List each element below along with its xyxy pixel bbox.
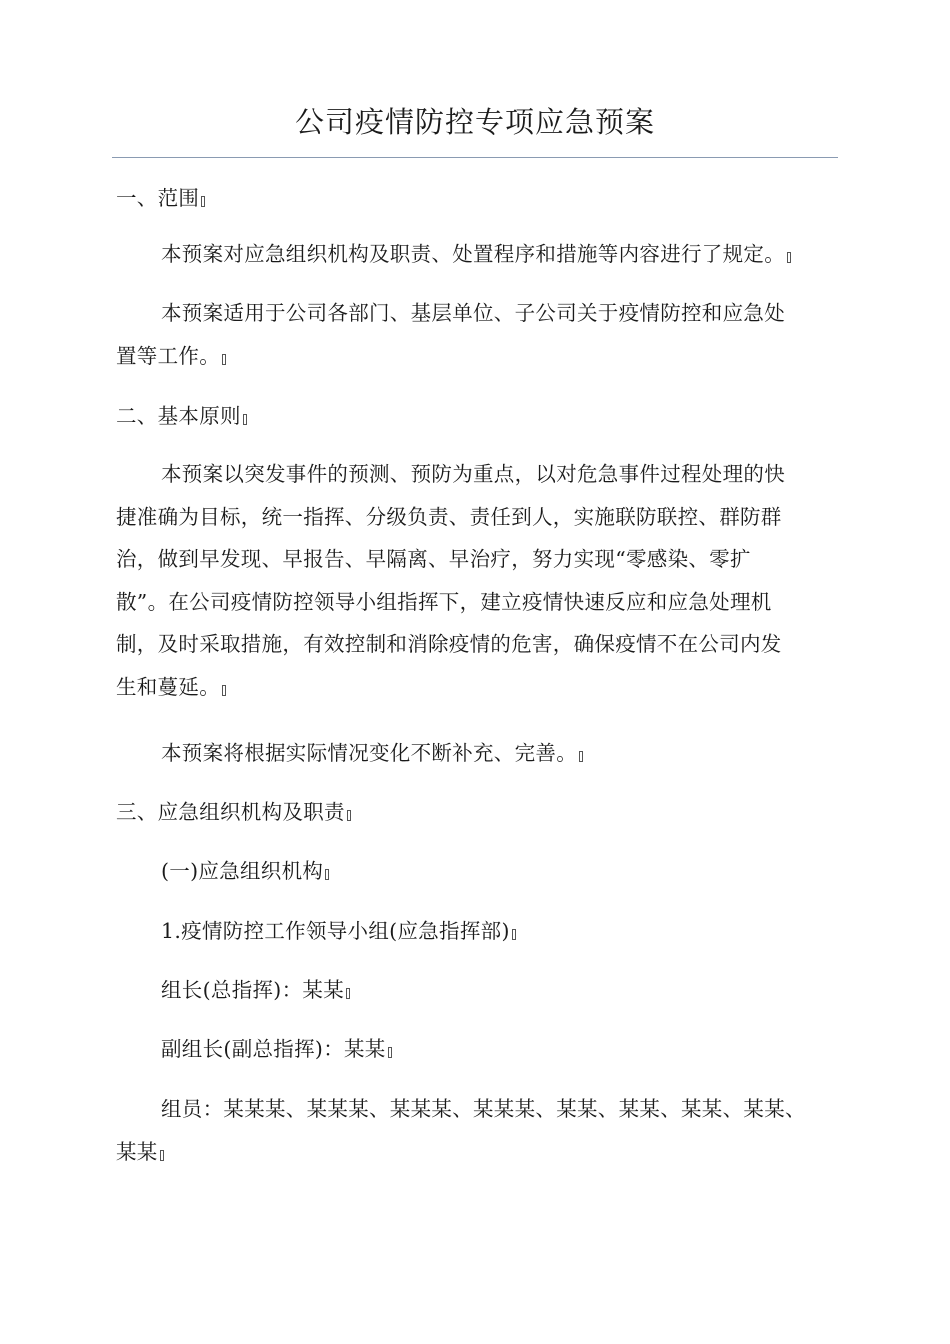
paragraph-mark-icon bbox=[388, 1047, 392, 1058]
list-heading bbox=[116, 910, 846, 953]
title-divider bbox=[112, 157, 838, 158]
paragraph-mark-icon bbox=[347, 810, 351, 821]
text-line: 副组长(副总指挥)：某某 bbox=[116, 1028, 846, 1071]
subsection-heading bbox=[116, 850, 846, 893]
paragraph-mark-icon bbox=[346, 988, 350, 999]
text-line: 捷准确为目标，统一指挥、分级负责、责任到人，实施联防联控、群防群 bbox=[116, 504, 782, 529]
text-line: 二、基本原则 bbox=[116, 395, 846, 438]
text-line: 组长(总指挥)：某某 bbox=[116, 969, 846, 1012]
text-line: 本预案以突发事件的预测、预防为重点，以对危急事件过程处理的快 bbox=[161, 462, 785, 486]
text-line: 一、范围 bbox=[116, 177, 846, 220]
document-title: 公司疫情防控专项应急预案 bbox=[294, 105, 655, 139]
section-heading-principles bbox=[116, 395, 846, 438]
paragraph-mark-icon bbox=[160, 1150, 164, 1161]
section-heading-organization bbox=[116, 791, 846, 834]
paragraph bbox=[116, 1088, 846, 1173]
paragraph bbox=[116, 732, 846, 775]
text-line: (一)应急组织机构 bbox=[116, 850, 846, 893]
paragraph bbox=[116, 292, 846, 377]
text-line: 本预案将根据实际情况变化不断补充、完善。 bbox=[116, 732, 846, 775]
text-line: 生和蔓延。 bbox=[116, 666, 846, 709]
paragraph-mark-icon bbox=[512, 929, 516, 940]
text-line: 治，做到早发现、早报告、早隔离、早治疗，努力实现“零感染、零扩 bbox=[116, 547, 751, 571]
paragraph-mark-icon bbox=[222, 685, 226, 696]
text-line: 三、应急组织机构及职责 bbox=[116, 791, 846, 834]
text-line: 散”。在公司疫情防控领导小组指挥下，建立疫情快速反应和应急处理机 bbox=[116, 589, 772, 614]
text-line: 本预案对应急组织机构及职责、处置程序和措施等内容进行了规定。 bbox=[116, 233, 846, 276]
text-line: 本预案适用于公司各部门、基层单位、子公司关于疫情防控和应急处 bbox=[161, 301, 785, 325]
paragraph bbox=[116, 1028, 846, 1071]
text-line: 组员：某某某、某某某、某某某、某某某、某某、某某、某某、某某、 bbox=[161, 1097, 806, 1121]
paragraph-mark-icon bbox=[243, 414, 247, 425]
text-line: 某某 bbox=[116, 1131, 846, 1174]
section-heading-scope bbox=[116, 177, 846, 220]
paragraph-mark-icon bbox=[325, 869, 329, 880]
paragraph bbox=[116, 969, 846, 1012]
paragraph-mark-icon bbox=[222, 354, 226, 365]
paragraph-mark-icon bbox=[579, 751, 583, 762]
paragraph-mark-icon bbox=[201, 196, 205, 207]
text-line: 1.疫情防控工作领导小组(应急指挥部) bbox=[116, 910, 846, 953]
paragraph bbox=[116, 233, 846, 276]
paragraph bbox=[116, 453, 846, 708]
paragraph-mark-icon bbox=[787, 252, 791, 263]
text-line: 制，及时采取措施，有效控制和消除疫情的危害，确保疫情不在公司内发 bbox=[116, 632, 782, 656]
text-line: 置等工作。 bbox=[116, 335, 846, 378]
